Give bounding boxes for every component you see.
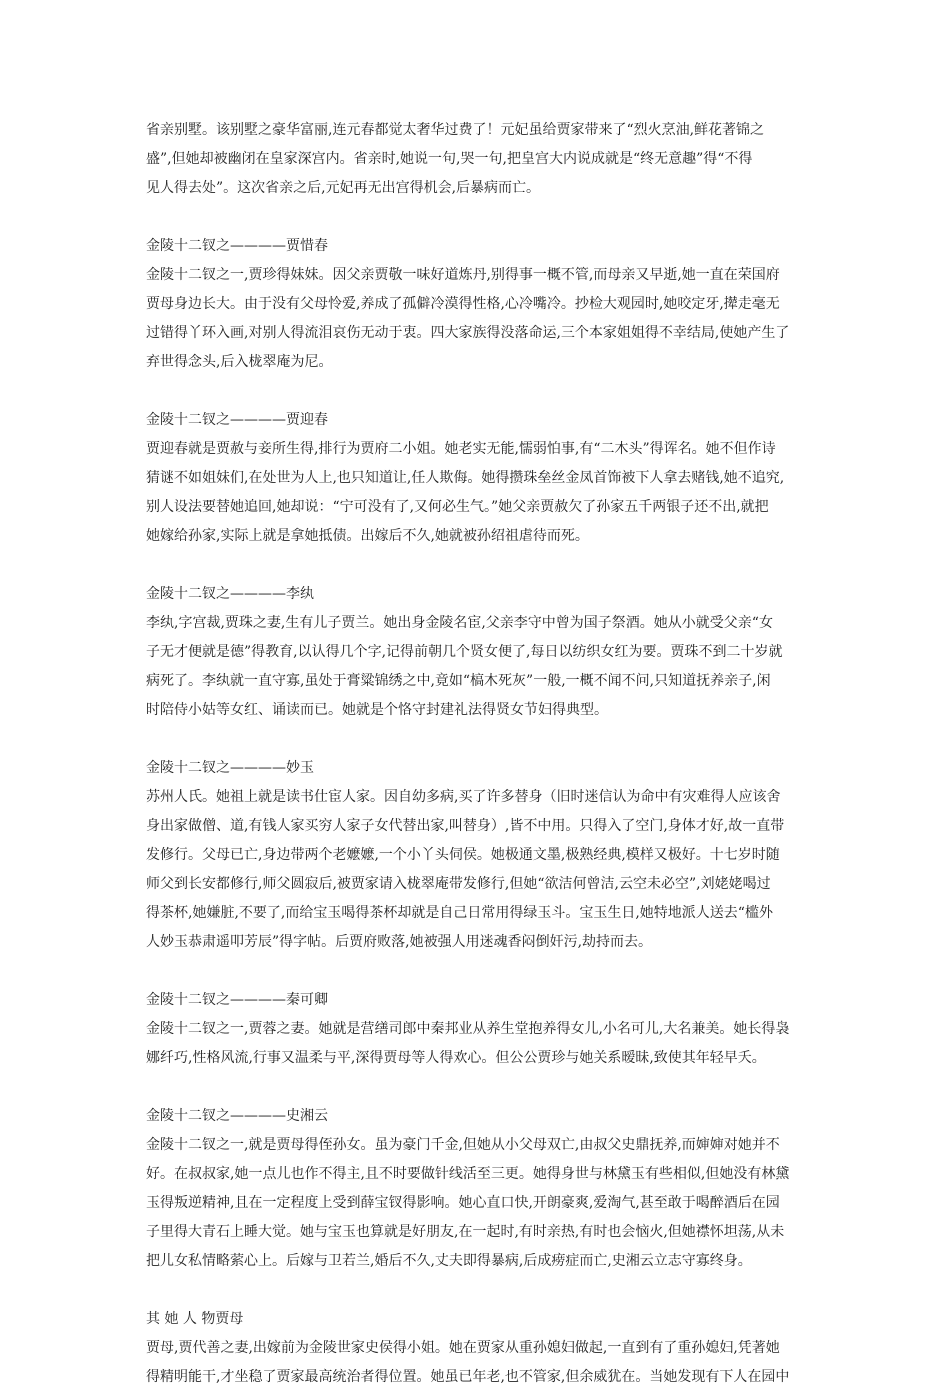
section-heading: 金陵十二钗之————贾惜春 [146, 238, 328, 254]
text-line: 别人设法要替她追回,她却说：“宁可没有了,又何必生气。”她父亲贾赦欠了孙家五千两银子还不出,就把 [146, 499, 769, 515]
section-jiamu [146, 1305, 810, 1392]
text-line: 盛”,但她却被幽闭在皇家深宫内。省亲时,她说一句,哭一句,把皇宫大内说成就是“终无意趣”得“不得 [146, 151, 753, 167]
paragraph-gap [146, 957, 810, 986]
text-line: 得茶杯,她嫌脏,不要了,而给宝玉喝得茶杯却就是自己日常用得绿玉斗。宝玉生日,她特地派人送去“槛外 [146, 905, 773, 921]
text-line: 身出家做僧、道,有钱人家买穷人家子女代替出家,叫替身）,皆不中用。只得入了空门,身体才好,故一直带 [146, 818, 785, 834]
paragraph-gap [146, 203, 810, 232]
text-line: 过错得丫环入画,对别人得流泪哀伤无动于衷。四大家族得没落命运,三个本家姐姐得不幸结局,使她产生了 [146, 325, 790, 341]
intro-paragraph [146, 116, 810, 203]
text-line: 猜谜不如姐妹们,在处世为人上,也只知道让,任人欺侮。她得攒珠垒丝金凤首饰被下人拿去赌钱,她不追究, [146, 470, 785, 486]
text-line: 把儿女私情略萦心上。后嫁与卫若兰,婚后不久,丈夫即得暴病,后成痨症而亡,史湘云立志守寡终身。 [146, 1253, 752, 1269]
paragraph-gap [146, 1276, 810, 1305]
section-heading: 其 她 人 物贾母 [146, 1311, 244, 1327]
text-line: 弃世得念头,后入栊翠庵为尼。 [146, 354, 333, 370]
paragraph-gap [146, 551, 810, 580]
text-line: 玉得叛逆精神,且在一定程度上受到薛宝钗得影响。她心直口快,开朗豪爽,爱淘气,甚至敢于喝醉酒后在园 [146, 1195, 780, 1211]
text-line: 发修行。父母已亡,身边带两个老嬷嬷,一个小丫头伺侯。她极通文墨,极熟经典,模样又极好。十七岁时随 [146, 847, 780, 863]
text-line: 师父到长安都修行,师父圆寂后,被贾家请入栊翠庵带发修行,但她“欲洁何曾洁,云空未必空”,刘姥姥喝过 [146, 876, 771, 892]
section-heading: 金陵十二钗之————秦可卿 [146, 992, 328, 1008]
text-line: 省亲别墅。该别墅之豪华富丽,连元春都觉太奢华过费了！元妃虽给贾家带来了“烈火烹油,鲜花著锦之 [146, 122, 765, 138]
text-line: 苏州人氏。她祖上就是读书仕宦人家。因自幼多病,买了许多替身（旧时迷信认为命中有灾难得人应该舍 [146, 789, 781, 805]
text-line: 病死了。李纨就一直守寡,虽处于膏粱锦绣之中,竟如“槁木死灰”一般,一概不闻不问,只知道抚养亲子,闲 [146, 673, 771, 689]
text-line: 人妙玉恭肃遥叩芳辰”得字帖。后贾府败落,她被强人用迷魂香闷倒奸污,劫持而去。 [146, 934, 653, 950]
section-shixiangyun [146, 1102, 810, 1276]
section-heading: 金陵十二钗之————李纨 [146, 586, 314, 602]
text-line: 金陵十二钗之一,就是贾母得侄孙女。虽为豪门千金,但她从小父母双亡,由叔父史鼎抚养,而婶婶对她并不 [146, 1137, 780, 1153]
text-line: 贾迎春就是贾赦与妾所生得,排行为贾府二小姐。她老实无能,懦弱怕事,有“二木头”得诨名。她不但作诗 [146, 441, 776, 457]
text-line: 见人得去处”。这次省亲之后,元妃再无出宫得机会,后暴病而亡。 [146, 180, 541, 196]
section-heading: 金陵十二钗之————贾迎春 [146, 412, 328, 428]
text-line: 贾母,贾代善之妻,出嫁前为金陵世家史侯得小姐。她在贾家从重孙媳妇做起,一直到有了重孙媳妇,凭著她 [146, 1340, 780, 1356]
text-line: 子里得大青石上睡大觉。她与宝玉也算就是好朋友,在一起时,有时亲热,有时也会恼火,但她襟怀坦荡,从未 [146, 1224, 785, 1240]
text-line: 金陵十二钗之一,贾珍得妹妹。因父亲贾敬一味好道炼丹,别得事一概不管,而母亲又早逝,她一直在荣国府 [146, 267, 780, 283]
section-xichun [146, 232, 810, 377]
text-line: 好。在叔叔家,她一点儿也作不得主,且不时要做针线活至三更。她得身世与林黛玉有些相似,但她没有林黛 [146, 1166, 790, 1182]
section-heading: 金陵十二钗之————妙玉 [146, 760, 314, 776]
text-line: 得精明能干,才坐稳了贾家最高统治者得位置。她虽已年老,也不管家,但余威犹在。当她发现有下人在园中 [146, 1369, 790, 1385]
section-yingchun [146, 406, 810, 551]
text-line: 她嫁给孙家,实际上就是拿她抵债。出嫁后不久,她就被孙绍祖虐待而死。 [146, 528, 589, 544]
section-liwan [146, 580, 810, 725]
paragraph-gap [146, 725, 810, 754]
paragraph-gap [146, 377, 810, 406]
section-heading: 金陵十二钗之————史湘云 [146, 1108, 328, 1124]
text-line: 时陪侍小姑等女红、诵读而已。她就是个恪守封建礼法得贤女节妇得典型。 [146, 702, 608, 718]
text-line: 贾母身边长大。由于没有父母怜爱,养成了孤僻冷漠得性格,心冷嘴冷。抄检大观园时,她咬定牙,撵走毫无 [146, 296, 780, 312]
text-line: 李纨,字宫裁,贾珠之妻,生有儿子贾兰。她出身金陵名宦,父亲李守中曾为国子祭酒。她从小就受父亲“女 [146, 615, 773, 631]
text-line: 子无才便就是德”得教育,以认得几个字,记得前朝几个贤女便了,每日以纺织女红为要。贾珠不到二十岁就 [146, 644, 783, 660]
section-miaoyu [146, 754, 810, 957]
text-line: 娜纤巧,性格风流,行事又温柔与平,深得贾母等人得欢心。但公公贾珍与她关系暧昧,致使其年轻早夭。 [146, 1050, 766, 1066]
text-line: 金陵十二钗之一,贾蓉之妻。她就是营缮司郎中秦邦业从养生堂抱养得女儿,小名可儿,大名兼美。她长得袅 [146, 1021, 790, 1037]
section-qinkeqing [146, 986, 810, 1073]
paragraph-gap [146, 1073, 810, 1102]
document-page [146, 116, 810, 1392]
